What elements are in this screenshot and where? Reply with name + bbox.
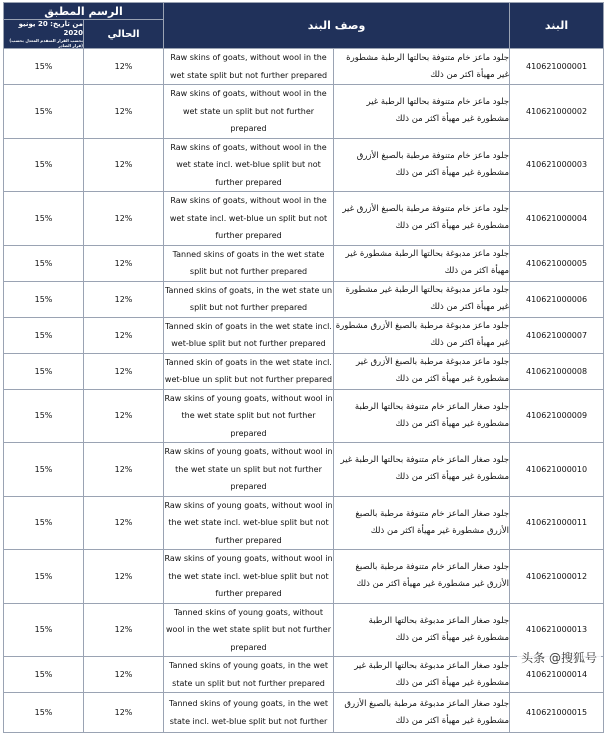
code-header: البند: [510, 3, 604, 49]
current-rate-header: الحالي: [84, 20, 164, 49]
description-ar: جلود ماعز مدبوغة بحالتها الرطبة مشطورة غير مهيأة اكثر من ذلك: [334, 245, 510, 281]
current-rate: 12%: [84, 49, 164, 85]
new-rate: 15%: [4, 85, 84, 139]
description-header: وصف البند: [164, 3, 510, 49]
new-rate: 15%: [4, 317, 84, 353]
description-ar: جلود ماعز مدبوغة بحالتها الرطبة غير مشطورة غير مهيأة اكثر من ذلك: [334, 281, 510, 317]
new-rate: 15%: [4, 245, 84, 281]
new-rate: 15%: [4, 138, 84, 192]
table-row: [4, 550, 604, 604]
table-row: [4, 138, 604, 192]
new-rate: 15%: [4, 443, 84, 497]
new-rate: 15%: [4, 192, 84, 246]
table-row: [4, 603, 604, 657]
tariff-code: 410621000010: [510, 443, 604, 497]
description-en: Raw skins of young goats, without wool in the wet state incl. wet-blue split but not further prepared: [164, 496, 334, 550]
new-rate: 15%: [4, 49, 84, 85]
description-ar: جلود صغار الماعز مدبوغة بحالتها الرطبة غير مشطورة غير مهيأة اكثر من ذلك: [334, 657, 510, 693]
description-en: Raw skins of young goats, without wool in the wet state split but not further prepared: [164, 389, 334, 443]
tariff-code: 410621000006: [510, 281, 604, 317]
description-ar: جلود صغار الماعز خام متنوفة مرطبة بالصبغ الأزرق مشطورة غير مهيأة اكثر من ذلك: [334, 496, 510, 550]
tariff-code: 410621000014: [510, 657, 604, 693]
table-row: [4, 192, 604, 246]
description-ar: جلود ماعز خام متنوفة مرطبة بالصبغ الأزرق مشطورة غير مهيأة اكثر من ذلك: [334, 138, 510, 192]
description-en: Raw skins of young goats, without wool in the wet state incl. wet-blue split but not further prepared: [164, 550, 334, 604]
description-ar: جلود ماعز مدبوغة مرطبة بالصبغ الأزرق غير مشطورة غير مهيأة اكثر من ذلك: [334, 353, 510, 389]
tariff-code: 410621000009: [510, 389, 604, 443]
description-en: Tanned skins of young goats, in the wet state un split but not further prepared: [164, 657, 334, 693]
tariff-code: 410621000002: [510, 85, 604, 139]
description-en: Raw skins of goats, without wool in the wet state incl. wet-blue un split but not further prepared: [164, 192, 334, 246]
current-rate: 12%: [84, 192, 164, 246]
description-ar: جلود صغار الماعز خام متنوفة بحالتها الرطبة غير مشطورة غير مهيأة اكثر من ذلك: [334, 443, 510, 497]
description-en: Tanned skins of young goats, without wool in the wet state split but not further prepared: [164, 603, 334, 657]
table-row: [4, 317, 604, 353]
tariff-code: 410621000012: [510, 550, 604, 604]
applied-duty-header: الرسم المطبق: [4, 3, 164, 20]
table-row: [4, 443, 604, 497]
new-rate: 15%: [4, 389, 84, 443]
current-rate: 12%: [84, 85, 164, 139]
table-row: [4, 657, 604, 693]
description-ar: جلود ماعز خام متنوفة بحالتها الرطبة مشطورة غير مهيأة اكثر من ذلك: [334, 49, 510, 85]
tariff-code: 410621000003: [510, 138, 604, 192]
table-row: [4, 85, 604, 139]
description-ar: جلود ماعز خام متنوفة مرطبة بالصبغ الأزرق غير مشطورة غير مهيأة اكثر من ذلك: [334, 192, 510, 246]
effective-date-note: (بحسب القرار المتقدم المعدل بحسب قرار الصادر): [9, 38, 83, 48]
current-rate: 12%: [84, 657, 164, 693]
description-en: Raw skins of goats, without wool in the wet state split but not further prepared: [164, 49, 334, 85]
tariff-code: 410621000013: [510, 603, 604, 657]
table-row: [4, 496, 604, 550]
tariff-code: 410621000015: [510, 693, 604, 733]
new-rate: 15%: [4, 550, 84, 604]
current-rate: 12%: [84, 550, 164, 604]
effective-date-header: [4, 20, 84, 49]
table-row: [4, 693, 604, 733]
tariff-code: 410621000007: [510, 317, 604, 353]
tariff-code: 410621000001: [510, 49, 604, 85]
table-row: [4, 49, 604, 85]
new-rate: 15%: [4, 496, 84, 550]
new-rate: 15%: [4, 281, 84, 317]
tariff-code: 410621000005: [510, 245, 604, 281]
current-rate: 12%: [84, 138, 164, 192]
effective-date-text: من تاريخ: 20 يونيو 2020: [18, 20, 83, 37]
description-en: Tanned skins of young goats, in the wet state incl. wet-blue split but not further: [164, 693, 334, 733]
description-ar: جلود ماعز خام متنوفة بحالتها الرطبة غير مشطورة غير مهيأة اكثر من ذلك: [334, 85, 510, 139]
current-rate: 12%: [84, 353, 164, 389]
new-rate: 15%: [4, 603, 84, 657]
current-rate: 12%: [84, 496, 164, 550]
tariff-code: 410621000004: [510, 192, 604, 246]
description-en: Raw skins of young goats, without wool in the wet state un split but not further prepared: [164, 443, 334, 497]
description-ar: جلود صغار الماعز خام متنوفة مرطبة بالصبغ الأزرق غير مشطورة غير مهيأة اكثر من ذلك: [334, 550, 510, 604]
table-row: [4, 245, 604, 281]
description-en: Tanned skin of goats in the wet state incl. wet-blue un split but not further prepared: [164, 353, 334, 389]
tariff-table: [3, 2, 604, 733]
table-row: [4, 353, 604, 389]
table-row: [4, 281, 604, 317]
description-en: Raw skins of goats, without wool in the wet state un split but not further prepared: [164, 85, 334, 139]
new-rate: 15%: [4, 693, 84, 733]
description-en: Raw skins of goats, without wool in the wet state incl. wet-blue split but not further prepared: [164, 138, 334, 192]
description-ar: جلود ماعز مدبوغة مرطبة بالصبغ الأزرق مشطورة غير مهيأة اكثر من ذلك: [334, 317, 510, 353]
tariff-code: 410621000011: [510, 496, 604, 550]
tariff-code: 410621000008: [510, 353, 604, 389]
new-rate: 15%: [4, 353, 84, 389]
description-ar: جلود صغار الماعز خام متنوفة بحالتها الرطبة مشطورة غير مهيأة اكثر من ذلك: [334, 389, 510, 443]
current-rate: 12%: [84, 389, 164, 443]
description-en: Tanned skins of goats, in the wet state un split but not further prepared: [164, 281, 334, 317]
current-rate: 12%: [84, 693, 164, 733]
description-ar: جلود صغار الماعز مدبوغة مرطبة بالصبغ الأزرق مشطورة غير مهيأة اكثر من ذلك: [334, 693, 510, 733]
current-rate: 12%: [84, 603, 164, 657]
current-rate: 12%: [84, 281, 164, 317]
current-rate: 12%: [84, 317, 164, 353]
current-rate: 12%: [84, 443, 164, 497]
new-rate: 15%: [4, 657, 84, 693]
description-ar: جلود صغار الماعز مدبوغة بحالتها الرطبة مشطورة غير مهيأة اكثر من ذلك: [334, 603, 510, 657]
table-row: [4, 389, 604, 443]
current-rate: 12%: [84, 245, 164, 281]
description-en: Tanned skins of goats in the wet state split but not further prepared: [164, 245, 334, 281]
watermark: 头条 @搜狐号: [517, 648, 601, 667]
description-en: Tanned skin of goats in the wet state incl. wet-blue split but not further prepared: [164, 317, 334, 353]
